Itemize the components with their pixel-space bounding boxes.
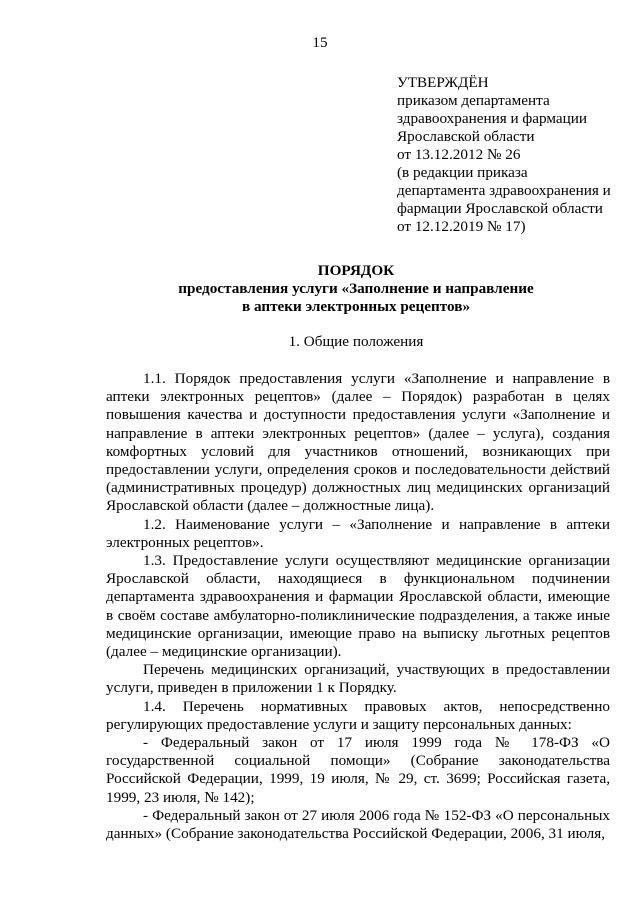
paragraph: - Федеральный закон от 27 июля 2006 года № 152-ФЗ «О персональных данных» (Собрание законодательства Российской Федерации, 2006, 31 июля,: [106, 806, 610, 843]
approval-line: департамента здравоохранения и: [397, 182, 611, 199]
approval-line: здравоохранения и фармации: [397, 110, 587, 127]
approval-line: от 12.12.2019 № 17): [397, 218, 526, 235]
document-body: [106, 370, 610, 843]
approval-stamp-block: [397, 74, 629, 236]
approval-line: фармации Ярославской области: [397, 200, 603, 217]
approval-line: от 13.12.2012 № 26: [397, 146, 521, 163]
paragraph: 1.1. Порядок предоставления услуги «Заполнение и направление в аптеки электронных рецептов» (далее – Порядок) разработан в целях повышения качества и доступности предоставления услуги «Заполнение и направление в аптеки электронных рецептов» (далее – услуга), создания комфортных условий для участников отношений, возникающих при предоставлении услуги, определения сроков и последовательности действий (административных процедур) должностных лиц медицинских организаций Ярославской области (далее – должностные лица).: [106, 370, 610, 515]
paragraph: 1.4. Перечень нормативных правовых актов, непосредственно регулирующих предоставление услуги и защиту персональных данных:: [106, 697, 610, 733]
page-number: 15: [312, 34, 328, 51]
title-line: предоставления услуги «Заполнение и направление: [178, 280, 534, 297]
paragraph: Перечень медицинских организаций, участвующих в предоставлении услуги, приведен в приложении 1 к Порядку.: [106, 661, 610, 697]
paragraph: - Федеральный закон от 17 июля 1999 года № 178-ФЗ «О государственной социальной помощи» (Собрание законодательства Российской Федерации, 1999, 19 июля, № 29, ст. 3699; Российская газета, 1999, 23 июля, № 142);: [106, 734, 610, 806]
section-heading: 1. Общие положения: [288, 333, 424, 350]
approval-line: Ярославской области: [397, 128, 535, 145]
paragraph: 1.2. Наименование услуги – «Заполнение и направление в аптеки электронных рецептов».: [106, 515, 610, 551]
approval-line: УТВЕРЖДЁН: [397, 74, 489, 91]
approval-line: приказом департамента: [397, 92, 550, 109]
title-heading: ПОРЯДОК: [317, 262, 395, 279]
document-title: [106, 262, 606, 316]
paragraph: 1.3. Предоставление услуги осуществляют медицинские организации Ярославской области, находящиеся в функциональном подчинении департамента здравоохранения и фармации Ярославской области, имеющие в своём составе амбулаторно-поликлинические подразделения, а также иные медицинские организации, имеющие право на выписку льготных рецептов (далее – медицинские организации).: [106, 552, 610, 661]
approval-line: (в редакции приказа: [397, 164, 528, 181]
title-line: в аптеки электронных рецептов»: [241, 298, 471, 315]
